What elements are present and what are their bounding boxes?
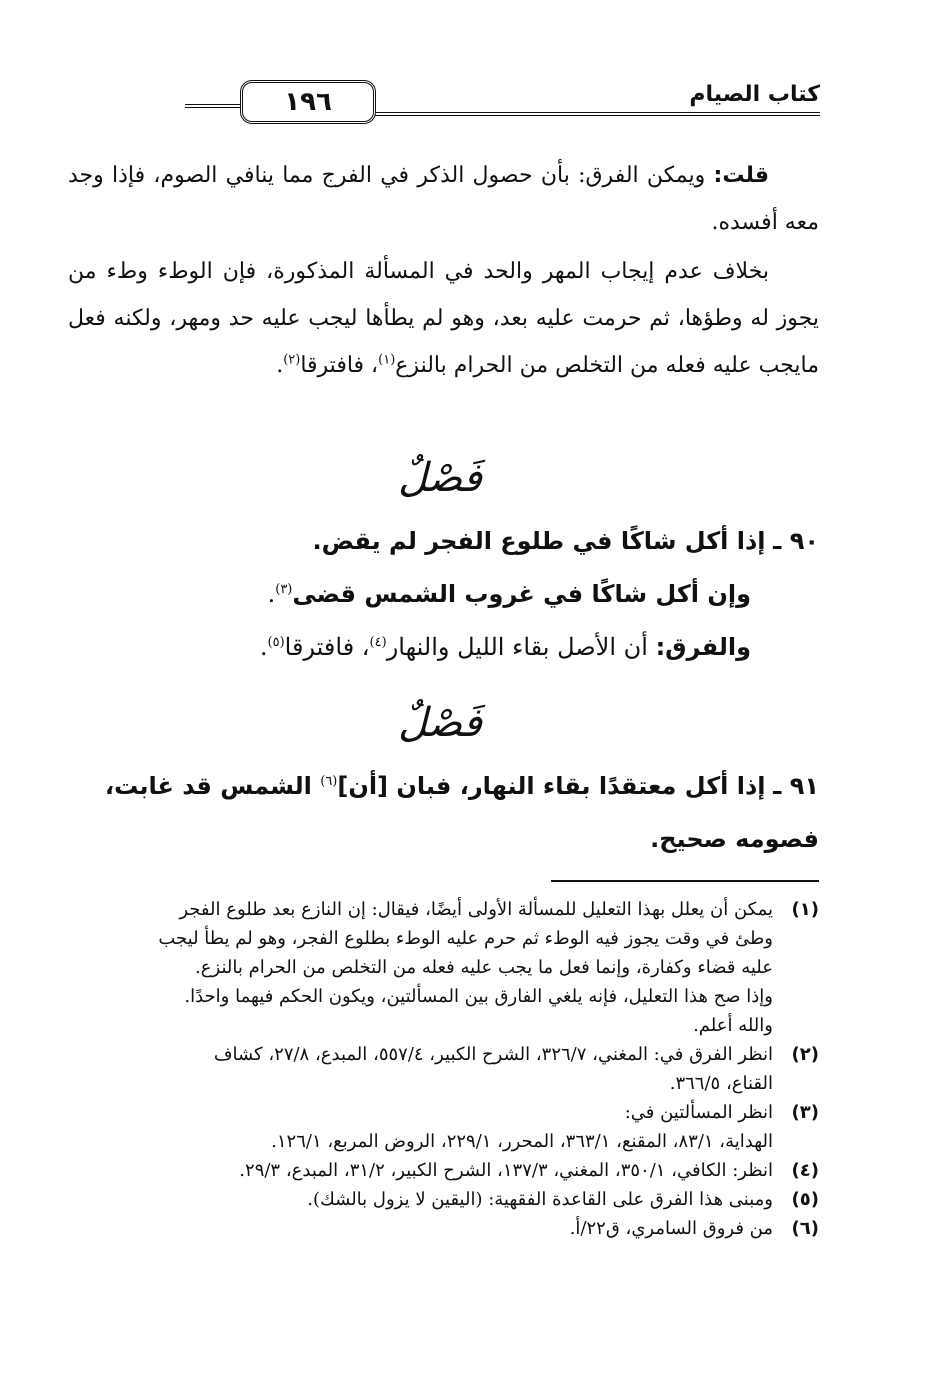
issue-text: إذا أكل معتقدًا بقاء النهار، فبان [أن] bbox=[337, 772, 766, 800]
footnotes bbox=[68, 895, 819, 1243]
footnote-line: انظر الفرق في: المغني، ٣٢٦/٧، الشرح الكبير، ٥٥٧/٤، المبدع، ٢٧/٨، كشاف bbox=[213, 1044, 773, 1065]
section-heading-fasl: فَصْلٌ bbox=[397, 700, 483, 746]
difference-mid: ، فافترقا bbox=[284, 633, 370, 661]
footnote-ref: (٣) bbox=[275, 582, 293, 597]
footnote bbox=[68, 1156, 819, 1185]
issue-90 bbox=[68, 515, 819, 674]
footnote-line: وإذا صح هذا التعليل، فإنه يلغي الفارق بين المسألتين، ويكون الحكم فيهما واحدًا. bbox=[184, 986, 773, 1007]
footnote-mark: (٣) bbox=[791, 1102, 819, 1123]
header-rule-stub bbox=[185, 104, 240, 108]
footnote-ref: (٤) bbox=[369, 635, 387, 650]
issue-number: ٩١ ـ bbox=[773, 772, 819, 800]
paragraph-text: ويمكن الفرق: بأن حصول الذكر في الفرج مما ينافي الصوم، فإذا وجد معه أفسده. bbox=[68, 163, 819, 235]
footnote-mark: (٤) bbox=[791, 1160, 819, 1181]
footnote bbox=[68, 1040, 819, 1098]
issue-text: الشمس قد غابت، فصومه صحيح. bbox=[104, 772, 819, 853]
paragraph-khilaf bbox=[68, 248, 819, 389]
footnote bbox=[68, 895, 819, 1040]
page-header bbox=[70, 78, 820, 126]
footnote-ref: (٦) bbox=[320, 774, 338, 789]
footnote-mark: (٢) bbox=[791, 1044, 819, 1065]
footnote-line: عليه قضاء وكفارة، وإنما فعل ما يجب عليه فعله من التخلص من الحرام بالنزع. bbox=[195, 957, 773, 978]
footnote bbox=[68, 1098, 819, 1156]
issue-line-end: . bbox=[267, 580, 276, 608]
paragraph-qult bbox=[68, 152, 819, 246]
footnote-line: وطئ في وقت يجوز فيه الوطء ثم حرم عليه الوطء بطلوع الفجر، وهو لم يطأ ليجب bbox=[158, 928, 773, 949]
difference-text: أن الأصل بقاء الليل والنهار bbox=[386, 633, 656, 661]
lead-word: قلت: bbox=[713, 163, 769, 188]
footnote-line: والله أعلم. bbox=[693, 1015, 773, 1036]
footnote-line: يمكن أن يعلل بهذا التعليل للمسألة الأولى أيضًا، فيقال: إن النازع بعد طلوع الفجر bbox=[179, 899, 773, 920]
paragraph-text: بخلاف عدم إيجاب المهر والحد في المسألة المذكورة، فإن الوطء وطء من يجوز له وطؤها، ثم حرمت عليه بعد، وهو لم يطأها ليجب عليه حد ومهر، ولكنه فعل مايجب عليه فعله من التخلص من الحرام بالنزع bbox=[68, 259, 819, 378]
footnote bbox=[68, 1214, 819, 1243]
page-number: ١٩٦ bbox=[240, 80, 376, 124]
issue-line: إذا أكل شاكًا في طلوع الفجر لم يقض. bbox=[312, 527, 766, 555]
running-title: كتاب الصيام bbox=[689, 82, 820, 107]
paragraph-text-mid: ، فافترقا bbox=[300, 353, 379, 378]
footnote-ref: (٢) bbox=[283, 352, 301, 368]
footnote bbox=[68, 1185, 819, 1214]
footnote-line: ومبنى هذا الفرق على القاعدة الفقهية: (اليقين لا يزول بالشك). bbox=[307, 1189, 773, 1210]
footnote-line: القناع، ٣٦٦/٥. bbox=[669, 1073, 773, 1094]
footnote-mark: (٦) bbox=[791, 1218, 819, 1239]
header-rule bbox=[370, 112, 820, 116]
footnote-line: انظر المسألتين في: bbox=[624, 1102, 773, 1123]
footnote-mark: (٥) bbox=[791, 1189, 819, 1210]
difference-lead: والفرق: bbox=[655, 633, 751, 661]
issue-91 bbox=[68, 760, 819, 866]
difference-end: . bbox=[259, 633, 268, 661]
paragraph-end: . bbox=[276, 353, 284, 378]
section-heading-fasl: فَصْلٌ bbox=[397, 455, 483, 501]
footnote-separator bbox=[551, 880, 819, 882]
footnote-ref: (٥) bbox=[267, 635, 285, 650]
footnote-line: الهداية، ٨٣/١، المقنع، ٣٦٣/١، المحرر، ٢٢٩/١، الروض المربع، ١٢٦/١. bbox=[271, 1131, 773, 1152]
issue-number: ٩٠ ـ bbox=[773, 527, 819, 555]
footnote-mark: (١) bbox=[791, 899, 819, 920]
footnote-ref: (١) bbox=[378, 352, 396, 368]
footnote-line: انظر: الكافي، ٣٥٠/١، المغني، ١٣٧/٣، الشرح الكبير، ٣١/٢، المبدع، ٢٩/٣. bbox=[239, 1160, 773, 1181]
footnote-line: من فروق السامري، ق٢٢/أ. bbox=[569, 1218, 773, 1239]
issue-line: وإن أكل شاكًا في غروب الشمس قضى bbox=[292, 580, 751, 608]
